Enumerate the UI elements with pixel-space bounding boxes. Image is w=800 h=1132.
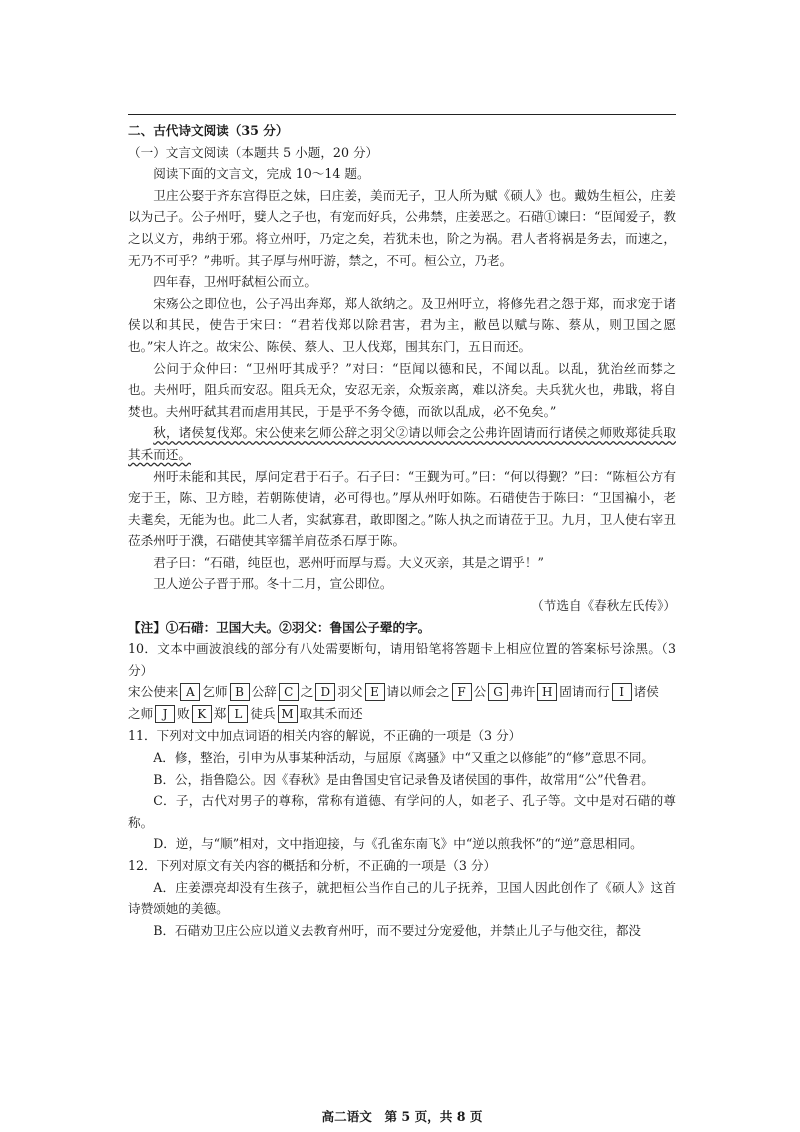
sentence-fragment: 郑 bbox=[213, 706, 227, 722]
question-10-stem: 10．文本中画波浪线的部分有八处需要断句，请用铅笔将答题卡上相应位置的答案标号涂黑。（3 分） bbox=[128, 641, 676, 678]
sentence-fragment: 弗许 bbox=[510, 684, 536, 700]
sentence-fragment: 宋公使来 bbox=[128, 684, 179, 700]
source-citation: （节选自《春秋左氏传》） bbox=[531, 598, 676, 614]
sentence-fragment: 徒兵 bbox=[250, 706, 276, 722]
page-content bbox=[128, 120, 676, 941]
sentence-fragment: 公辞 bbox=[251, 684, 277, 700]
sentence-fragment: 诸侯 bbox=[633, 684, 659, 700]
exam-page bbox=[128, 0, 676, 1132]
passage-paragraph: 卫庄公娶于齐东宫得臣之妹，曰庄姜，美而无子，卫人所为赋《硕人》也。戴妫生桓公，庄姜以为己子。公子州吁，嬖人之子也，有宠而好兵，公弗禁，庄姜恶之。石碏①谏曰：“臣闻爱子，教之以义方，弗纳于邪。将立州吁，乃定之矣，若犹未也，阶之为祸。君人者将祸是务去，而速之，无乃不可乎？”弗听。其子厚与州吁游，禁之，不可。桓公立，乃老。 bbox=[128, 187, 676, 268]
answer-box-B: B bbox=[230, 683, 250, 701]
passage-paragraph: 四年春，卫州吁弑桓公而立。 bbox=[153, 274, 317, 290]
section-title: 二、古代诗文阅读（35 分） bbox=[128, 123, 289, 138]
sentence-fragment: 固请而行 bbox=[559, 684, 610, 700]
passage-paragraph: 君子曰：“石碏，纯臣也，恶州吁而厚与焉。大义灭亲，其是之谓乎！” bbox=[153, 554, 544, 570]
passage-paragraph: 公问于众仲曰：“卫州吁其成乎？”对曰：“臣闻以德和民，不闻以乱。以乱，犹治丝而棼之也。夫州吁，阻兵而安忍。阻兵无众，安忍无亲，众叛亲离，难以济矣。夫兵犹火也，弗戢，将自焚也。夫州吁弑其君而虐用其民，于是乎不务令德，而欲以乱成，必不免矣。” bbox=[128, 360, 676, 419]
sentence-fragment: 羽父 bbox=[337, 684, 363, 700]
passage-paragraph: 州吁未能和其民，厚问定君于石子。石子曰：“王觐为可。”曰：“何以得觐？”曰：“陈桓公方有宠于王，陈、卫方睦，若朝陈使请，必可得也。”厚从州吁如陈。石碏使告于陈曰：“卫国褊小，老夫耄矣，无能为也。此二人者，实弑寡君，敢即图之。”陈人执之而请莅于卫。九月，卫人使右宰丑莅杀州吁于濮，石碏使其宰獳羊肩莅杀石厚于陈。 bbox=[128, 468, 676, 549]
answer-box-C: C bbox=[279, 683, 299, 701]
answer-box-G: G bbox=[488, 683, 508, 701]
sentence-fragment: 请以师会之 bbox=[386, 684, 450, 700]
question-11-stem: 11．下列对文中加点词语的相关内容的解说，不正确的一项是（3 分） bbox=[128, 728, 522, 744]
top-rule bbox=[128, 114, 676, 115]
sentence-fragment: 败 bbox=[177, 706, 190, 722]
answer-box-D: D bbox=[315, 683, 335, 701]
answer-box-I: I bbox=[612, 683, 632, 701]
answer-box-J: J bbox=[155, 705, 175, 723]
sentence-fragment: 乞师 bbox=[202, 684, 228, 700]
answer-box-A: A bbox=[180, 683, 200, 701]
question-12-stem: 12．下列对原文有关内容的概括和分析，不正确的一项是（3 分） bbox=[128, 858, 497, 873]
answer-box-K: K bbox=[192, 705, 212, 723]
sentence-fragment: 之师 bbox=[128, 706, 154, 722]
answer-box-L: L bbox=[228, 705, 248, 723]
sentence-fragment: 之 bbox=[300, 684, 314, 700]
instruction: 阅读下面的文言文，完成 10～14 题。 bbox=[153, 166, 370, 182]
passage-paragraph-wavy bbox=[128, 422, 676, 465]
answer-box-F: F bbox=[452, 683, 472, 701]
page-footer: 高二语文 第 5 页，共 8 页 bbox=[321, 1109, 483, 1124]
passage-paragraph: 宋殇公之即位也，公子冯出奔郑，郑人欲纳之。及卫州吁立，将修先君之怨于郑，而求宠于诸侯以和其民，使告于宋曰：“君若伐郑以除君害，君为主，敝邑以赋与陈、蔡从，则卫国之愿也。”宋人许之。故宋公、陈侯、蔡人、卫人伐郑，围其东门，五日而还。 bbox=[128, 295, 676, 354]
question-11-option: D．逆，与“顺”相对，文中指迎接，与《孔雀东南飞》中“逆以煎我怀”的“逆”意思相同。 bbox=[153, 836, 643, 852]
answer-boxes-line-1 bbox=[128, 681, 676, 703]
annotation-note: 【注】①石碏：卫国大夫。②羽父：鲁国公子翚的字。 bbox=[128, 619, 431, 635]
answer-boxes-line-2 bbox=[128, 703, 676, 725]
wavy-underlined-text: 秋，诸侯复伐郑。宋公使来乞师公辞之羽父②请以师会之公弗许固请而行诸侯之师败郑徒兵取其禾而还。 bbox=[128, 425, 676, 462]
question-12-option: B．石碏劝卫庄公应以道义去教育州吁，而不要过分宠爱他，并禁止儿子与他交往，都没 bbox=[153, 922, 642, 938]
answer-box-E: E bbox=[365, 683, 385, 701]
question-11-option: C．子，古代对男子的尊称，常称有道德、有学问的人，如老子、孔子等。文中是对石碏的尊称。 bbox=[128, 793, 676, 830]
sentence-fragment: 取其禾而还 bbox=[299, 706, 363, 722]
passage-paragraph: 卫人逆公子晋于邢。冬十二月，宣公即位。 bbox=[153, 576, 393, 592]
subsection-title: （一）文言文阅读（本题共 5 小题，20 分） bbox=[128, 144, 379, 160]
sentence-fragment: 公 bbox=[473, 684, 487, 700]
question-12-option: A．庄姜漂亮却没有生孩子，就把桓公当作自己的儿子抚养，卫国人因此创作了《硕人》这首诗赞颂她的美德。 bbox=[128, 879, 676, 917]
question-11-option: A．修，整治，引申为从事某种活动，与屈原《离骚》中“又重之以修能”的“修”意思不同。 bbox=[153, 750, 655, 766]
answer-box-H: H bbox=[537, 683, 557, 701]
question-11-option: B．公，指鲁隐公。因《春秋》是由鲁国史官记录鲁及诸侯国的事件，故常用“公”代鲁君。 bbox=[153, 771, 654, 787]
answer-box-M: M bbox=[278, 705, 298, 723]
